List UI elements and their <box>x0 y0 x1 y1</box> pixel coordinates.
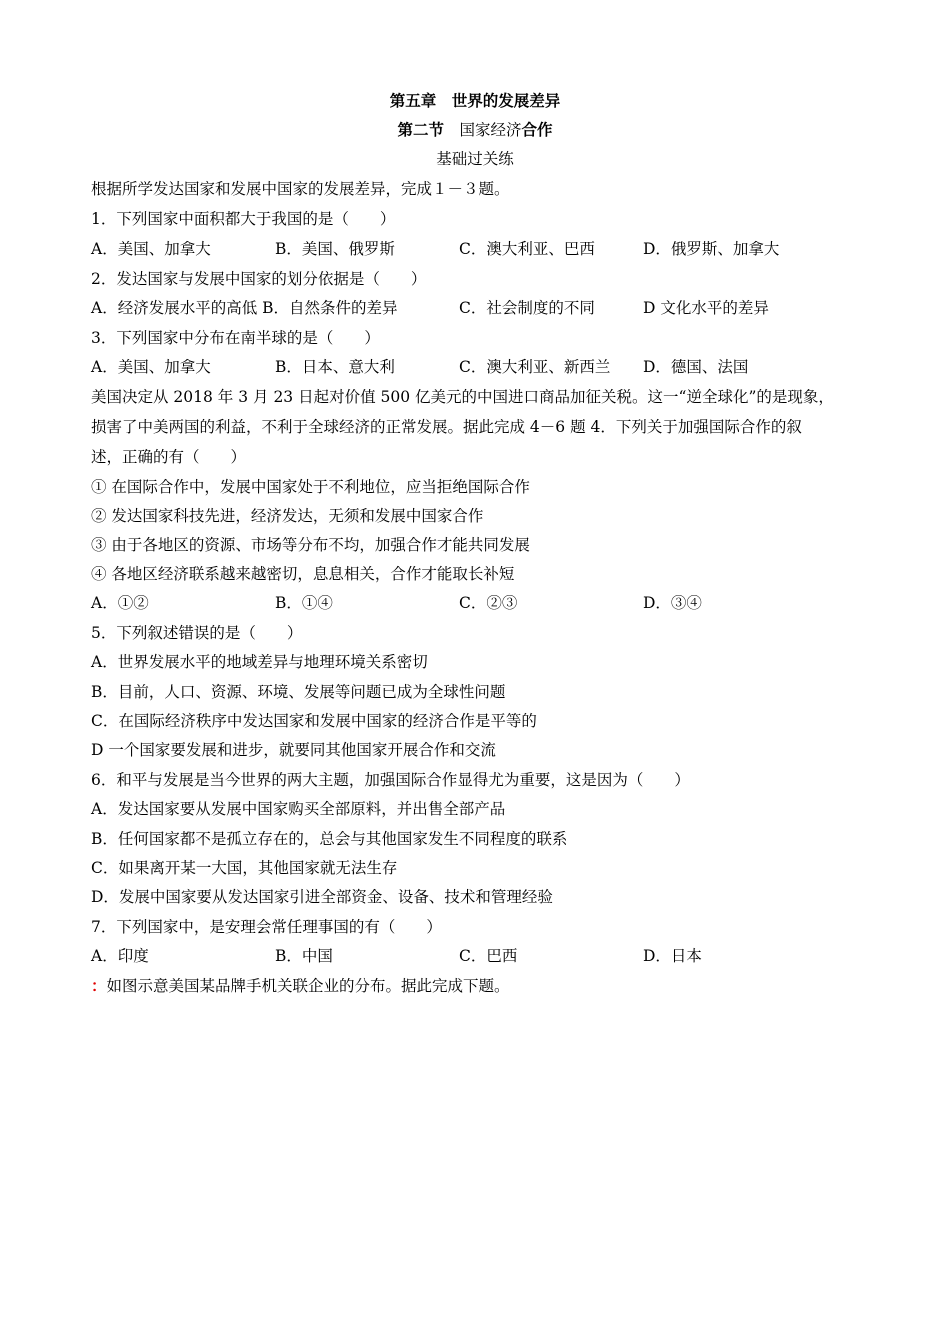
passage-line-2: 损害了中美两国的利益，不利于全球经济的正常发展。据此完成 4－6 题 4．下列关于加强国际合作的叙 <box>91 418 802 436</box>
q5-option-d: D 一个国家要发展和进步，就要同其他国家开展合作和交流 <box>91 741 496 759</box>
q5-option-c: C．在国际经济秩序中发达国家和发展中国家的经济合作是平等的 <box>91 712 537 730</box>
q2-option-ab: A．经济发展水平的高低 B．自然条件的差异 <box>91 299 398 317</box>
q4-option-b: B．①④ <box>275 594 333 612</box>
q4-statement-3: ③ 由于各地区的资源、市场等分布不均，加强合作才能共同发展 <box>91 536 530 554</box>
q7-option-c: C．巴西 <box>459 947 518 965</box>
chapter-title: 第五章 世界的发展差异 <box>389 91 561 110</box>
q4-option-c: C．②③ <box>459 594 518 612</box>
q2-option-d: D 文化水平的差异 <box>643 299 769 317</box>
intro-1-3: 根据所学发达国家和发展中国家的发展差异，完成１－３题。 <box>91 180 510 198</box>
section-bold: 合作 <box>521 120 553 139</box>
q6-option-b: B．任何国家都不是孤立存在的，总会与其他国家发生不同程度的联系 <box>91 830 568 848</box>
q7-option-a: A．印度 <box>91 947 149 965</box>
section-prefix: 第二节 <box>397 120 460 139</box>
final-instruction-text: 如图示意美国某品牌手机关联企业的分布。据此完成下题。 <box>106 977 510 995</box>
q4-option-a: A．①② <box>91 594 149 612</box>
passage-line-1: 美国决定从 2018 年 3 月 23 日起对价值 500 亿美元的中国进口商品加征关税。这一“逆全球化”的是现象， <box>91 388 834 406</box>
section-title <box>0 119 950 141</box>
q2-stem: 2．发达国家与发展中国家的划分依据是（ ） <box>91 270 427 288</box>
passage-line-3: 述，正确的有（ ） <box>91 448 247 466</box>
q3-option-c: C．澳大利亚、新西兰 <box>459 358 611 376</box>
subtitle: 基础过关练 <box>436 150 514 168</box>
q2-option-c: C．社会制度的不同 <box>459 299 595 317</box>
q7-option-d: D．日本 <box>643 947 702 965</box>
q1-stem: 1．下列国家中面积都大于我国的是（ ） <box>91 210 396 228</box>
final-instruction <box>91 975 510 997</box>
q1-option-a: A．美国、加拿大 <box>91 240 211 258</box>
q4-statement-2: ② 发达国家科技先进，经济发达，无须和发展中国家合作 <box>91 507 484 525</box>
q1-option-d: D．俄罗斯、加拿大 <box>643 240 780 258</box>
q4-statement-4: ④ 各地区经济联系越来越密切，息息相关，合作才能取长补短 <box>91 565 515 583</box>
q7-stem: 7．下列国家中，是安理会常任理事国的有（ ） <box>91 918 442 936</box>
section-main: 国家经济 <box>459 121 522 139</box>
q5-option-b: B．目前，人口、资源、环境、发展等问题已成为全球性问题 <box>91 683 506 701</box>
q6-stem: 6．和平与发展是当今世界的两大主题，加强国际合作显得尤为重要，这是因为（ ） <box>91 771 690 789</box>
q6-option-a: A．发达国家要从发展中国家购买全部原料，并出售全部产品 <box>91 800 506 818</box>
q1-option-b: B．美国、俄罗斯 <box>275 240 395 258</box>
q7-option-b: B．中国 <box>275 947 333 965</box>
red-colon-marker: ： <box>91 976 107 995</box>
q3-option-b: B．日本、意大利 <box>275 358 395 376</box>
q5-stem: 5．下列叙述错误的是（ ） <box>91 624 303 642</box>
q5-option-a: A．世界发展水平的地域差异与地理环境关系密切 <box>91 653 428 671</box>
q4-option-d: D．③④ <box>643 594 702 612</box>
q3-option-a: A．美国、加拿大 <box>91 358 211 376</box>
q4-statement-1: ① 在国际合作中，发展中国家处于不利地位，应当拒绝国际合作 <box>91 478 530 496</box>
q6-option-c: C．如果离开某一大国，其他国家就无法生存 <box>91 859 398 877</box>
q3-option-d: D．德国、法国 <box>643 358 749 376</box>
q6-option-d: D．发展中国家要从发达国家引进全部资金、设备、技术和管理经验 <box>91 888 553 906</box>
q1-option-c: C．澳大利亚、巴西 <box>459 240 595 258</box>
q3-stem: 3．下列国家中分布在南半球的是（ ） <box>91 329 380 347</box>
